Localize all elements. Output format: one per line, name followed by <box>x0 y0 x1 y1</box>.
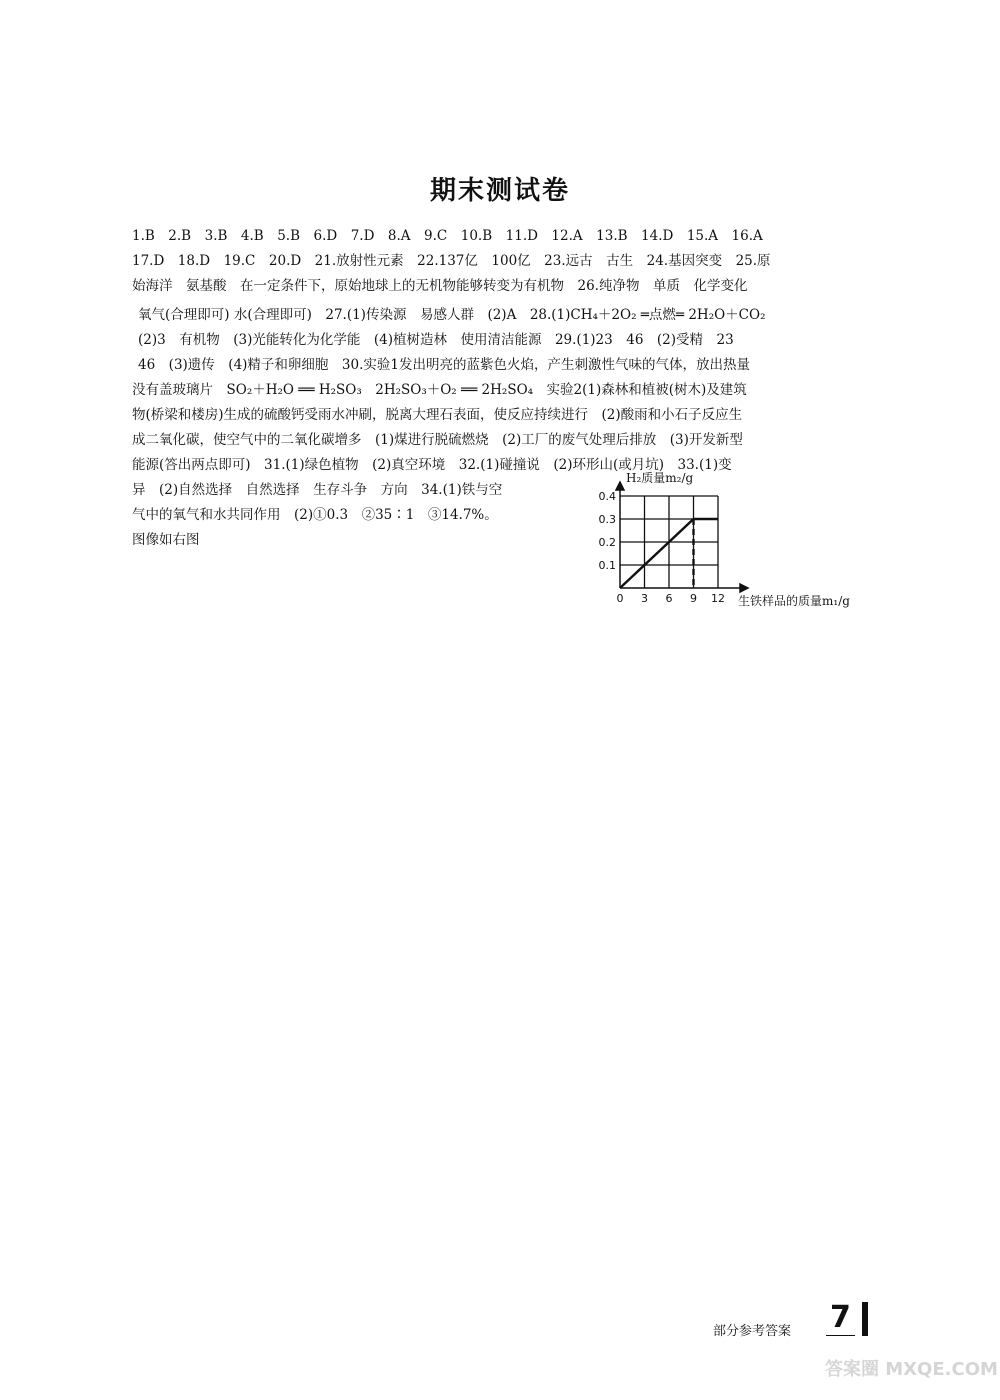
answer-line: 图像如右图 <box>132 532 200 548</box>
h2-mass-chart <box>590 470 880 615</box>
x-tick-label: 6 <box>665 592 673 605</box>
y-tick-label: 0.4 <box>598 490 616 503</box>
answer-line: 没有盖玻璃片 SO₂＋H₂O ══ H₂SO₃ 2H₂SO₃＋O₂ ══ 2H₂SO₄ 实验2(1)森林和植被(树木)及建筑 <box>132 382 747 398</box>
x-axis-label: 生铁样品的质量m₁/g <box>738 594 850 608</box>
x-tick-label: 12 <box>711 592 725 605</box>
answer-line: 始海洋 氨基酸 在一定条件下，原始地球上的无机物能够转变为有机物 26.纯净物 单质 化学变化 <box>132 278 748 294</box>
x-tick-label: 9 <box>690 592 697 605</box>
answer-line: (2)3 有机物 (3)光能转化为化学能 (4)植树造林 使用清洁能源 29.(1)23 46 (2)受精 23 <box>138 332 734 348</box>
x-tick-label: 0 <box>616 592 624 605</box>
answer-line: 能源(答出两点即可) 31.(1)绿色植物 (2)真空环境 32.(1)碰撞说 (2)环形山(或月坑) 33.(1)变 <box>132 457 732 473</box>
x-axis-arrow <box>740 584 748 592</box>
answer-line: 氧气(合理即可) 水(合理即可) 27.(1)传染源 易感人群 (2)A 28.(1)CH₄＋2O₂ ═点燃═ 2H₂O＋CO₂ <box>138 307 766 323</box>
answer-line: 物(桥梁和楼房)生成的硫酸钙受雨水冲刷，脱离大理石表面，使反应持续进行 (2)酸雨和小石子反应生 <box>132 407 743 423</box>
answer-line: 17.D 18.D 19.C 20.D 21.放射性元素 22.137亿 100亿 23.远古 古生 24.基因突变 25.原 <box>132 253 771 269</box>
answer-line: 成二氧化碳，使空气中的二氧化碳增多 (1)煤进行脱硫燃烧 (2)工厂的废气处理后排放 (3)开发新型 <box>132 432 743 448</box>
y-axis-arrow <box>616 482 624 490</box>
watermark-text: 答案圈 MXQE.COM <box>825 1359 998 1380</box>
footer-bar <box>862 1302 868 1336</box>
answer-line: 异 (2)自然选择 自然选择 生存斗争 方向 34.(1)铁与空 <box>132 482 503 498</box>
y-tick-label: 0.1 <box>598 559 616 572</box>
y-axis-label: H₂质量m₂/g <box>626 471 694 485</box>
page-number: 7 <box>826 1300 855 1336</box>
watermark-logo <box>820 1335 1000 1400</box>
answer-line: 气中的氧气和水共同作用 (2)①0.3 ②35∶1 ③14.7%。 <box>132 507 498 523</box>
page-title: 期末测试卷 <box>429 176 570 206</box>
answer-line: 46 (3)遗传 (4)精子和卵细胞 30.实验1发出明亮的蓝紫色火焰，产生刺激性气味的气体，放出热量 <box>138 357 750 373</box>
answer-line: 1.B 2.B 3.B 4.B 5.B 6.D 7.D 8.A 9.C 10.B 11.D 12.A 13.B 14.D 15.A 16.A <box>132 228 763 244</box>
footer-label: 部分参考答案 <box>713 1324 792 1339</box>
y-tick-label: 0.2 <box>598 536 616 549</box>
x-tick-label: 3 <box>641 592 648 605</box>
y-tick-label: 0.3 <box>598 513 616 526</box>
